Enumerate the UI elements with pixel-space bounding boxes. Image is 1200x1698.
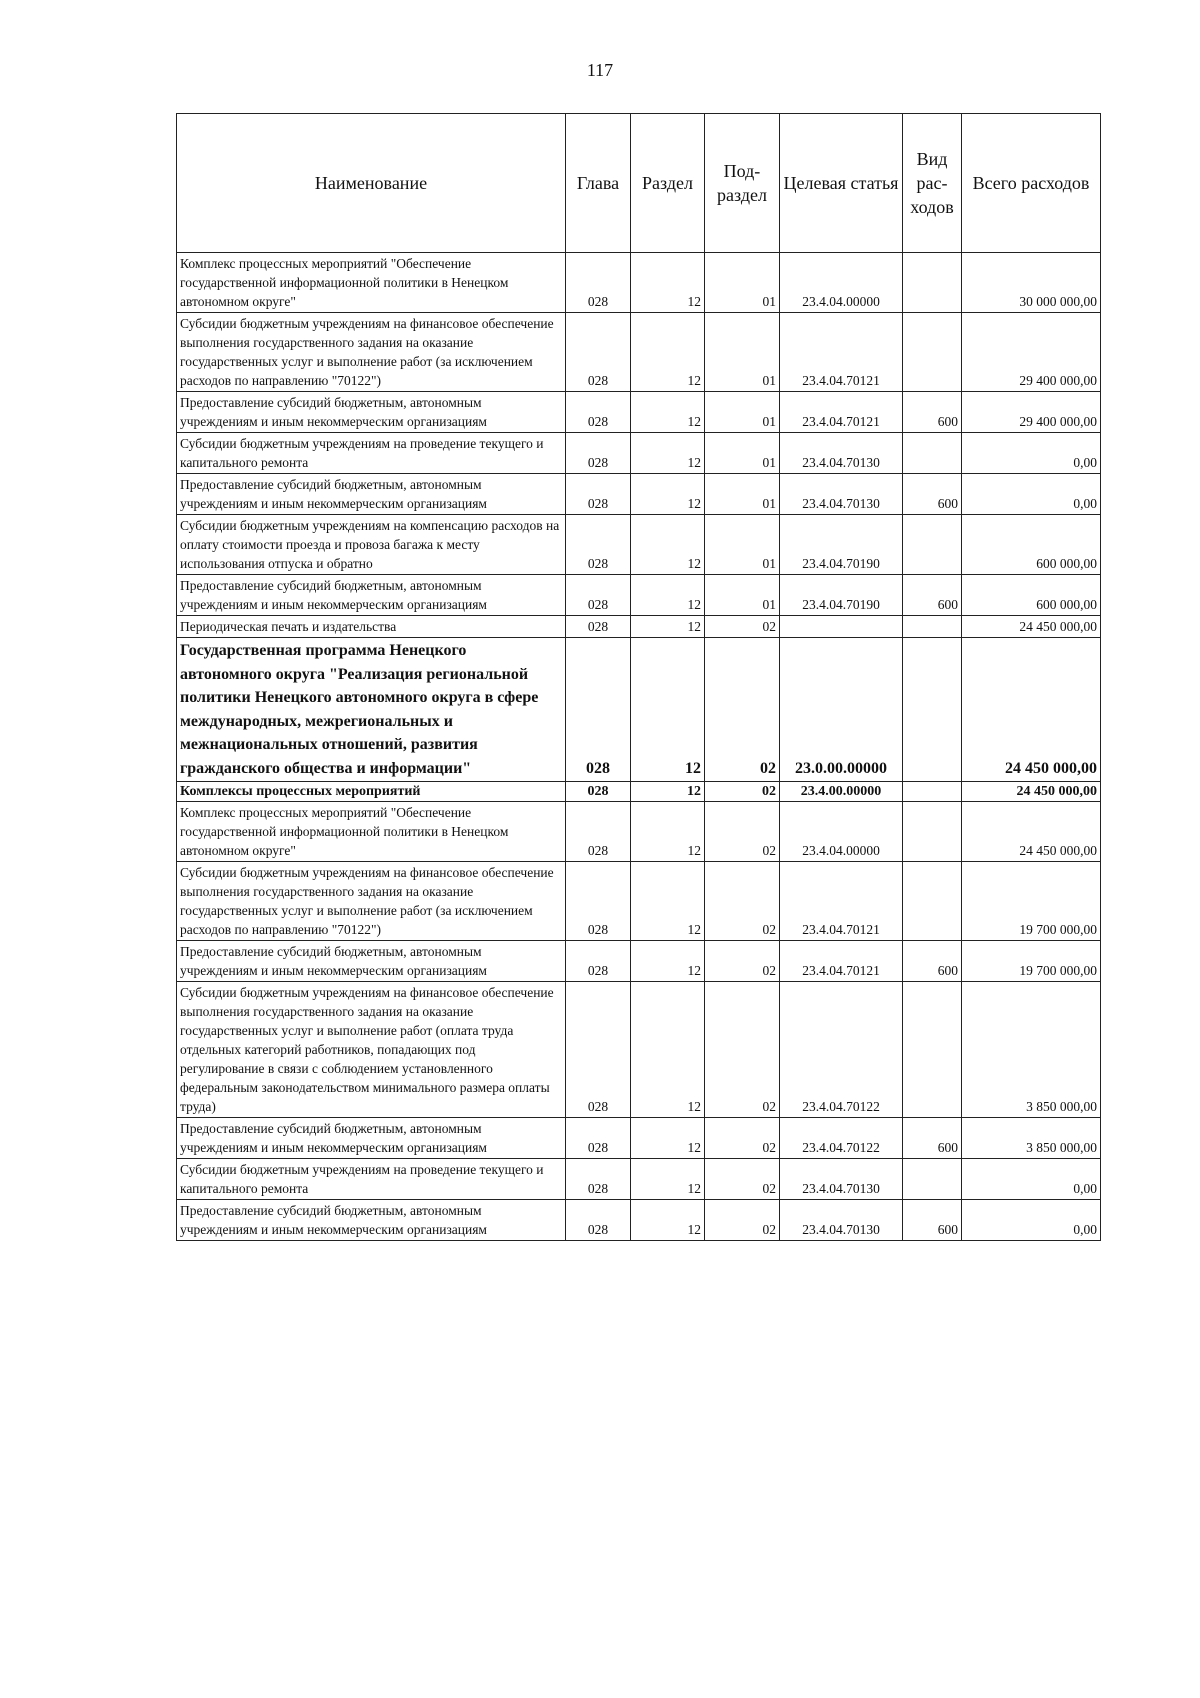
cell-chapter: 028 <box>566 782 631 802</box>
cell-chapter: 028 <box>566 313 631 392</box>
cell-target <box>780 616 903 638</box>
cell-total: 600 000,00 <box>962 575 1101 616</box>
cell-chapter: 028 <box>566 433 631 474</box>
cell-section: 12 <box>631 1159 705 1200</box>
cell-target: 23.4.04.70122 <box>780 1118 903 1159</box>
cell-section: 12 <box>631 782 705 802</box>
table-row <box>177 1118 1101 1159</box>
cell-name: Предоставление субсидий бюджетным, автономным учреждениям и иным некоммерческим организациям <box>177 474 566 515</box>
page-number: 117 <box>586 60 614 80</box>
cell-subsection: 01 <box>705 474 780 515</box>
cell-expense-type <box>903 433 962 474</box>
header-name: Наименование <box>177 114 566 253</box>
cell-name: Предоставление субсидий бюджетным, автономным учреждениям и иным некоммерческим организациям <box>177 575 566 616</box>
cell-target: 23.4.04.70121 <box>780 392 903 433</box>
cell-subsection: 02 <box>705 1200 780 1241</box>
cell-name: Субсидии бюджетным учреждениям на финансовое обеспечение выполнения государственного задания на оказание государственных услуг и выполнение работ (за исключением расходов по направлению "70122") <box>177 862 566 941</box>
cell-section: 12 <box>631 982 705 1118</box>
cell-subsection: 02 <box>705 638 780 782</box>
cell-total: 3 850 000,00 <box>962 1118 1101 1159</box>
cell-subsection: 01 <box>705 575 780 616</box>
cell-expense-type <box>903 638 962 782</box>
cell-section: 12 <box>631 392 705 433</box>
table-row <box>177 802 1101 862</box>
cell-target: 23.4.04.70130 <box>780 433 903 474</box>
cell-subsection: 02 <box>705 782 780 802</box>
cell-target: 23.4.04.70122 <box>780 982 903 1118</box>
cell-total: 30 000 000,00 <box>962 253 1101 313</box>
table-row <box>177 1159 1101 1200</box>
table-row <box>177 515 1101 575</box>
cell-total: 19 700 000,00 <box>962 862 1101 941</box>
cell-name: Субсидии бюджетным учреждениям на финансовое обеспечение выполнения государственного задания на оказание государственных услуг и выполнение работ (оплата труда отдельных категорий работников, попадающих под регулирование в связи с соблюдением установленного федеральным законодательством минимального размера оплаты труда) <box>177 982 566 1118</box>
cell-target: 23.4.04.70130 <box>780 1159 903 1200</box>
cell-subsection: 02 <box>705 941 780 982</box>
table-row <box>177 392 1101 433</box>
cell-target: 23.4.04.70121 <box>780 862 903 941</box>
cell-subsection: 01 <box>705 253 780 313</box>
table-row <box>177 941 1101 982</box>
cell-name: Предоставление субсидий бюджетным, автономным учреждениям и иным некоммерческим организациям <box>177 1118 566 1159</box>
cell-chapter: 028 <box>566 638 631 782</box>
cell-total: 0,00 <box>962 1200 1101 1241</box>
cell-section: 12 <box>631 638 705 782</box>
cell-expense-type <box>903 1159 962 1200</box>
table-row <box>177 253 1101 313</box>
cell-subsection: 02 <box>705 862 780 941</box>
table-row <box>177 862 1101 941</box>
cell-chapter: 028 <box>566 515 631 575</box>
cell-chapter: 028 <box>566 982 631 1118</box>
cell-total: 3 850 000,00 <box>962 982 1101 1118</box>
cell-section: 12 <box>631 1200 705 1241</box>
cell-subsection: 01 <box>705 392 780 433</box>
table-row <box>177 982 1101 1118</box>
cell-name: Предоставление субсидий бюджетным, автономным учреждениям и иным некоммерческим организациям <box>177 941 566 982</box>
cell-expense-type <box>903 802 962 862</box>
header-section: Раздел <box>631 114 705 253</box>
cell-section: 12 <box>631 253 705 313</box>
cell-subsection: 01 <box>705 313 780 392</box>
cell-subsection: 02 <box>705 616 780 638</box>
table-row-program <box>177 638 1101 782</box>
cell-total: 24 450 000,00 <box>962 616 1101 638</box>
cell-section: 12 <box>631 862 705 941</box>
header-chapter: Глава <box>566 114 631 253</box>
header-total: Всего расходов <box>962 114 1101 253</box>
cell-expense-type <box>903 862 962 941</box>
cell-expense-type: 600 <box>903 392 962 433</box>
cell-name: Субсидии бюджетным учреждениям на проведение текущего и капитального ремонта <box>177 1159 566 1200</box>
cell-chapter: 028 <box>566 1118 631 1159</box>
cell-total: 24 450 000,00 <box>962 802 1101 862</box>
cell-chapter: 028 <box>566 575 631 616</box>
cell-section: 12 <box>631 941 705 982</box>
table-row-complexes <box>177 782 1101 802</box>
cell-section: 12 <box>631 474 705 515</box>
cell-chapter: 028 <box>566 1200 631 1241</box>
cell-name: Комплекс процессных мероприятий "Обеспечение государственной информационной политики в Ненецком автономном округе" <box>177 802 566 862</box>
cell-section: 12 <box>631 313 705 392</box>
cell-subsection: 01 <box>705 515 780 575</box>
cell-name: Субсидии бюджетным учреждениям на компенсацию расходов на оплату стоимости проезда и провоза багажа к месту использования отпуска и обратно <box>177 515 566 575</box>
table-row <box>177 313 1101 392</box>
cell-total: 29 400 000,00 <box>962 392 1101 433</box>
cell-target: 23.4.04.70121 <box>780 941 903 982</box>
table-row <box>177 433 1101 474</box>
table-row <box>177 1200 1101 1241</box>
header-target: Целевая статья <box>780 114 903 253</box>
cell-section: 12 <box>631 616 705 638</box>
cell-target: 23.4.04.70121 <box>780 313 903 392</box>
cell-chapter: 028 <box>566 392 631 433</box>
cell-chapter: 028 <box>566 941 631 982</box>
cell-chapter: 028 <box>566 474 631 515</box>
cell-subsection: 02 <box>705 982 780 1118</box>
cell-expense-type: 600 <box>903 1200 962 1241</box>
cell-chapter: 028 <box>566 1159 631 1200</box>
cell-total: 24 450 000,00 <box>962 782 1101 802</box>
cell-total: 24 450 000,00 <box>962 638 1101 782</box>
cell-chapter: 028 <box>566 862 631 941</box>
cell-expense-type <box>903 616 962 638</box>
cell-section: 12 <box>631 575 705 616</box>
cell-target: 23.4.04.00000 <box>780 802 903 862</box>
cell-expense-type: 600 <box>903 474 962 515</box>
cell-chapter: 028 <box>566 253 631 313</box>
cell-name: Предоставление субсидий бюджетным, автономным учреждениям и иным некоммерческим организациям <box>177 392 566 433</box>
cell-expense-type <box>903 515 962 575</box>
cell-expense-type: 600 <box>903 1118 962 1159</box>
cell-subsection: 02 <box>705 1159 780 1200</box>
cell-total: 0,00 <box>962 1159 1101 1200</box>
cell-expense-type: 600 <box>903 575 962 616</box>
cell-total: 0,00 <box>962 474 1101 515</box>
cell-total: 0,00 <box>962 433 1101 474</box>
cell-section: 12 <box>631 515 705 575</box>
table-row <box>177 474 1101 515</box>
cell-target: 23.4.04.70190 <box>780 575 903 616</box>
cell-total: 600 000,00 <box>962 515 1101 575</box>
table-row <box>177 616 1101 638</box>
cell-target: 23.4.00.00000 <box>780 782 903 802</box>
cell-expense-type <box>903 982 962 1118</box>
header-subsection: Под-раздел <box>705 114 780 253</box>
cell-expense-type <box>903 253 962 313</box>
header-row <box>177 114 1101 253</box>
cell-target: 23.4.04.70130 <box>780 474 903 515</box>
cell-expense-type <box>903 313 962 392</box>
cell-expense-type <box>903 782 962 802</box>
cell-expense-type: 600 <box>903 941 962 982</box>
header-expense-type: Вид рас-ходов <box>903 114 962 253</box>
table-row <box>177 575 1101 616</box>
cell-total: 29 400 000,00 <box>962 313 1101 392</box>
cell-target: 23.4.04.00000 <box>780 253 903 313</box>
cell-target: 23.0.00.00000 <box>780 638 903 782</box>
cell-name: Комплексы процессных мероприятий <box>177 782 566 802</box>
cell-total: 19 700 000,00 <box>962 941 1101 982</box>
cell-name: Комплекс процессных мероприятий "Обеспечение государственной информационной политики в Ненецком автономном округе" <box>177 253 566 313</box>
cell-name: Государственная программа Ненецкого автономного округа "Реализация региональной политики Ненецкого автономного округа в сфере международных, межрегиональных и межнациональных отношений, развития гражданского общества и информации" <box>177 638 566 782</box>
cell-subsection: 01 <box>705 433 780 474</box>
cell-chapter: 028 <box>566 616 631 638</box>
cell-target: 23.4.04.70190 <box>780 515 903 575</box>
cell-chapter: 028 <box>566 802 631 862</box>
cell-section: 12 <box>631 802 705 862</box>
cell-name: Предоставление субсидий бюджетным, автономным учреждениям и иным некоммерческим организациям <box>177 1200 566 1241</box>
cell-target: 23.4.04.70130 <box>780 1200 903 1241</box>
cell-name: Периодическая печать и издательства <box>177 616 566 638</box>
cell-name: Субсидии бюджетным учреждениям на проведение текущего и капитального ремонта <box>177 433 566 474</box>
cell-name: Субсидии бюджетным учреждениям на финансовое обеспечение выполнения государственного задания на оказание государственных услуг и выполнение работ (за исключением расходов по направлению "70122") <box>177 313 566 392</box>
cell-subsection: 02 <box>705 802 780 862</box>
cell-subsection: 02 <box>705 1118 780 1159</box>
cell-section: 12 <box>631 433 705 474</box>
cell-section: 12 <box>631 1118 705 1159</box>
budget-table <box>176 113 1101 1241</box>
